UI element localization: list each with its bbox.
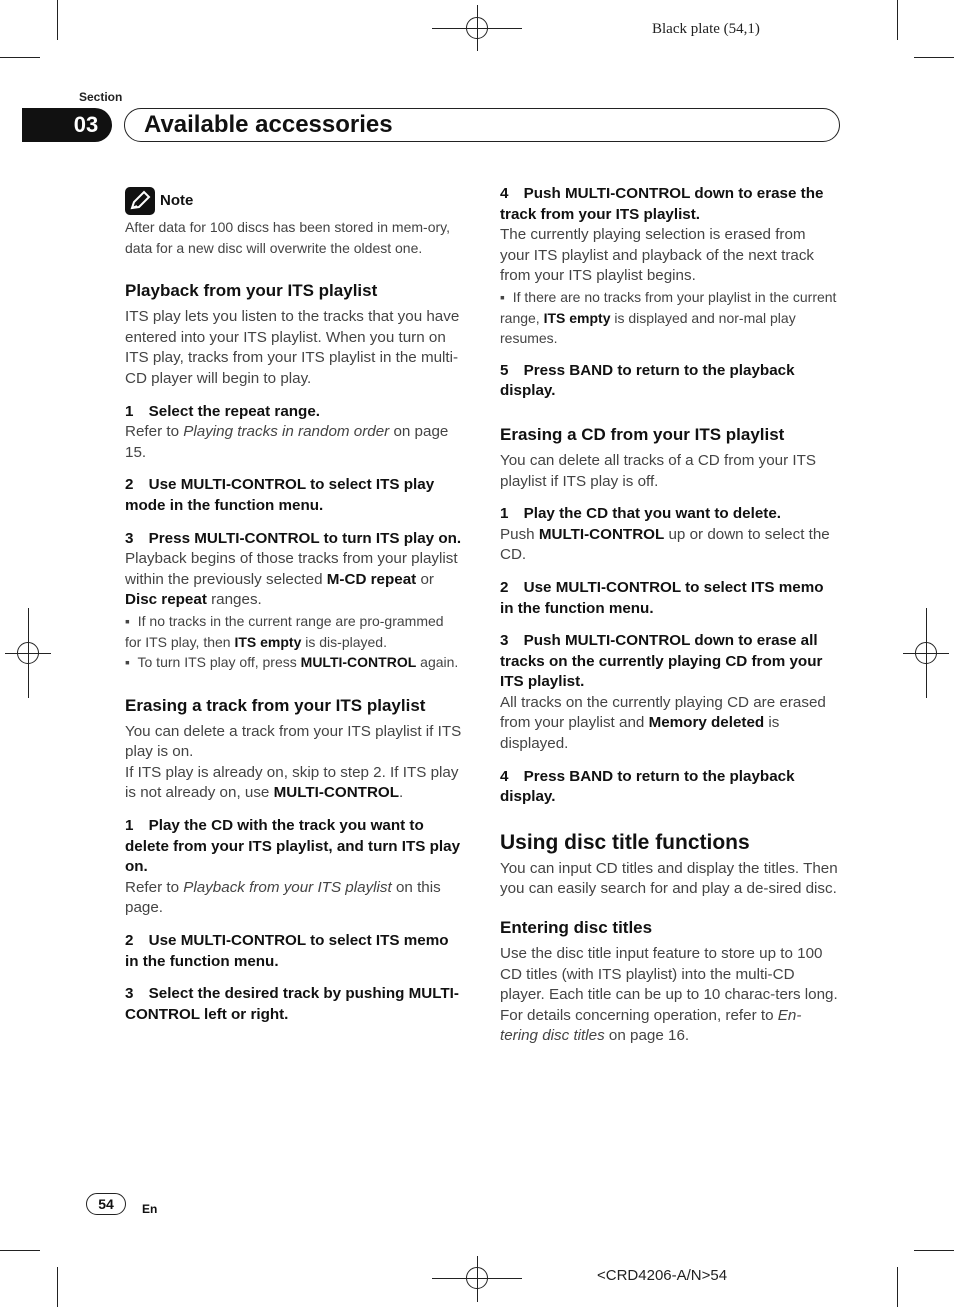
crop-mark xyxy=(477,5,478,51)
text-run: To turn ITS play off, press xyxy=(137,654,301,671)
entering-text: Use the disc title input feature to store up to 100 CD titles (with ITS playlist) into the multi-CD player. Each title can be up to 10 charac-ters long. xyxy=(500,945,838,1004)
language-label: En xyxy=(142,1202,158,1216)
crop-mark xyxy=(914,57,954,58)
section-number: 03 xyxy=(73,112,99,137)
step-erase-track: 4 Push MULTI-CONTROL down to erase the track from your ITS playlist. xyxy=(500,185,824,223)
link-playback-its[interactable]: Playback from your ITS playlist xyxy=(183,878,392,896)
text-run: on page 16. xyxy=(604,1027,690,1045)
term-multi-control: MULTI-CONTROL xyxy=(538,525,665,543)
step-turn-its-on: 3 Press MULTI-CONTROL to turn ITS play on. xyxy=(125,529,462,547)
plate-label: Black plate (54,1) xyxy=(652,21,760,37)
text-run: up or down to select the CD. xyxy=(500,525,830,564)
text-run: ranges. xyxy=(206,591,262,609)
heading-playback: Playback from your ITS playlist xyxy=(125,281,378,301)
section-title: Available accessories xyxy=(144,111,393,138)
text-run: Push xyxy=(500,525,539,543)
text-run: For details concerning operation, refer to xyxy=(500,1006,778,1024)
text-run: again. xyxy=(416,654,459,671)
text-run: Refer to xyxy=(125,423,184,441)
term-its-empty: ITS empty xyxy=(543,309,611,326)
document-code: <CRD4206-A/N>54 xyxy=(597,1267,728,1284)
step-select-its-play: 2 Use MULTI-CONTROL to select ITS play mode in the function menu. xyxy=(125,476,435,514)
crop-mark xyxy=(28,608,29,698)
crop-mark xyxy=(0,1250,40,1251)
step-press-band: 5 Press BAND to return to the playback display. xyxy=(500,361,795,400)
crop-mark xyxy=(477,1256,478,1302)
text-run: is displayed and nor-mal play resumes. xyxy=(500,309,796,347)
disc-intro: You can input CD titles and display the titles. Then you can easily search for and play a de-sired disc. xyxy=(500,859,838,898)
step-select-repeat: 1 Select the repeat range. xyxy=(125,402,320,420)
term-disc-repeat: Disc repeat xyxy=(125,591,207,609)
erase-intro-2 xyxy=(125,763,463,804)
entering-ref xyxy=(500,1006,838,1047)
step-erase-track-text: The currently playing selection is erased from your ITS playlist and playback of the next track from your ITS playlist begins. xyxy=(500,226,815,285)
crop-mark xyxy=(897,1267,898,1307)
crop-mark xyxy=(57,1267,58,1307)
heading-erasing-cd: Erasing a CD from your ITS playlist xyxy=(500,424,785,444)
bullet-no-tracks-right: ▪ If there are no tracks from your playlist in the current range, ITS empty is displayed and nor-mal play resumes. xyxy=(500,288,837,347)
heading-disc-title: Using disc title functions xyxy=(500,830,750,854)
note-pencil-icon xyxy=(125,187,155,215)
step-play-cd-track-text xyxy=(125,878,463,919)
bullet-no-tracks: ▪ If no tracks in the current range are pro-grammed for ITS play, then ITS empty is dis-played. xyxy=(125,612,444,650)
term-multi-control: MULTI-CONTROL xyxy=(273,784,400,802)
term-memory-deleted: Memory deleted xyxy=(648,714,765,732)
text-run: Refer to xyxy=(125,878,184,896)
page-number: 54 xyxy=(86,1193,126,1215)
note-header xyxy=(125,187,463,215)
step-select-its-memo-right: 2 Use MULTI-CONTROL to select ITS memo in the function menu. xyxy=(500,578,824,617)
playback-intro: ITS play lets you listen to the tracks that you have entered into your ITS playlist. When you turn on ITS play, tracks from your ITS playlist in the multi-CD player will begin to play. xyxy=(125,308,460,387)
text-run: or xyxy=(416,570,434,588)
term-its-empty: ITS empty xyxy=(234,633,302,650)
step-turn-its-on-text xyxy=(125,549,463,611)
text-run: is displayed. xyxy=(500,714,780,753)
crop-mark xyxy=(57,0,58,40)
note-text: After data for 100 discs has been stored in mem-ory, data for a new disc will overwrite the oldest one. xyxy=(125,219,451,256)
text-run: is dis-played. xyxy=(301,633,387,650)
text-run: Playback begins of those tracks from your playlist within the previously selected xyxy=(125,550,458,588)
heading-entering: Entering disc titles xyxy=(500,918,653,938)
step-select-track: 3 Select the desired track by pushing MULTI-CONTROL left or right. xyxy=(125,985,459,1023)
note-label: Note xyxy=(160,191,194,209)
term-multi-control: MULTI-CONTROL xyxy=(300,654,417,671)
step-press-band-2: 4 Press BAND to return to the playback display. xyxy=(500,767,795,806)
step-play-cd-track: 1 Play the CD with the track you want to delete from your ITS playlist, and turn ITS play on. xyxy=(125,817,461,876)
left-column xyxy=(125,187,463,1025)
text-run: All tracks on the currently playing CD are erased from your playlist and xyxy=(500,693,826,732)
crop-mark xyxy=(897,0,898,40)
section-label: Section xyxy=(79,90,123,104)
text-run: on this page. xyxy=(125,878,441,917)
section-number-badge xyxy=(22,108,112,142)
text-run: . xyxy=(399,784,404,802)
step-play-cd-delete: 1 Play the CD that you want to delete. xyxy=(500,505,782,523)
step-erase-all-tracks-text xyxy=(500,693,838,755)
step-erase-all-tracks: 3 Push MULTI-CONTROL down to erase all tracks on the currently playing CD from your ITS playlist. xyxy=(500,632,823,691)
text-run: on page 15. xyxy=(125,423,449,461)
erase-intro-1: You can delete a track from your ITS playlist if ITS play is on. xyxy=(125,722,462,761)
link-random-order[interactable]: Playing tracks in random order xyxy=(183,423,390,441)
crop-mark xyxy=(914,1250,954,1251)
text-run: If there are no tracks from your playlist in the current range, xyxy=(500,288,837,326)
step-select-repeat-text xyxy=(125,422,463,463)
text-run: If ITS play is already on, skip to step 2. If ITS play is not already on, use xyxy=(125,763,459,802)
crop-mark xyxy=(926,608,927,698)
step-play-cd-delete-text xyxy=(500,525,838,566)
link-entering-disc-titles[interactable]: En-tering disc titles xyxy=(500,1006,802,1045)
bullet-turn-off: ▪ To turn ITS play off, press MULTI-CONTROL again. xyxy=(125,654,459,671)
heading-erasing-track: Erasing a track from your ITS playlist xyxy=(125,695,426,715)
step-select-its-memo: 2 Use MULTI-CONTROL to select ITS memo in the function menu. xyxy=(125,932,449,970)
right-column xyxy=(500,184,838,1047)
term-mcd-repeat: M-CD repeat xyxy=(326,570,417,588)
text-run: If no tracks in the current range are pro-grammed for ITS play, then xyxy=(125,612,444,650)
cd-intro: You can delete all tracks of a CD from your ITS playlist if ITS play is off. xyxy=(500,451,816,490)
crop-mark xyxy=(0,57,40,58)
